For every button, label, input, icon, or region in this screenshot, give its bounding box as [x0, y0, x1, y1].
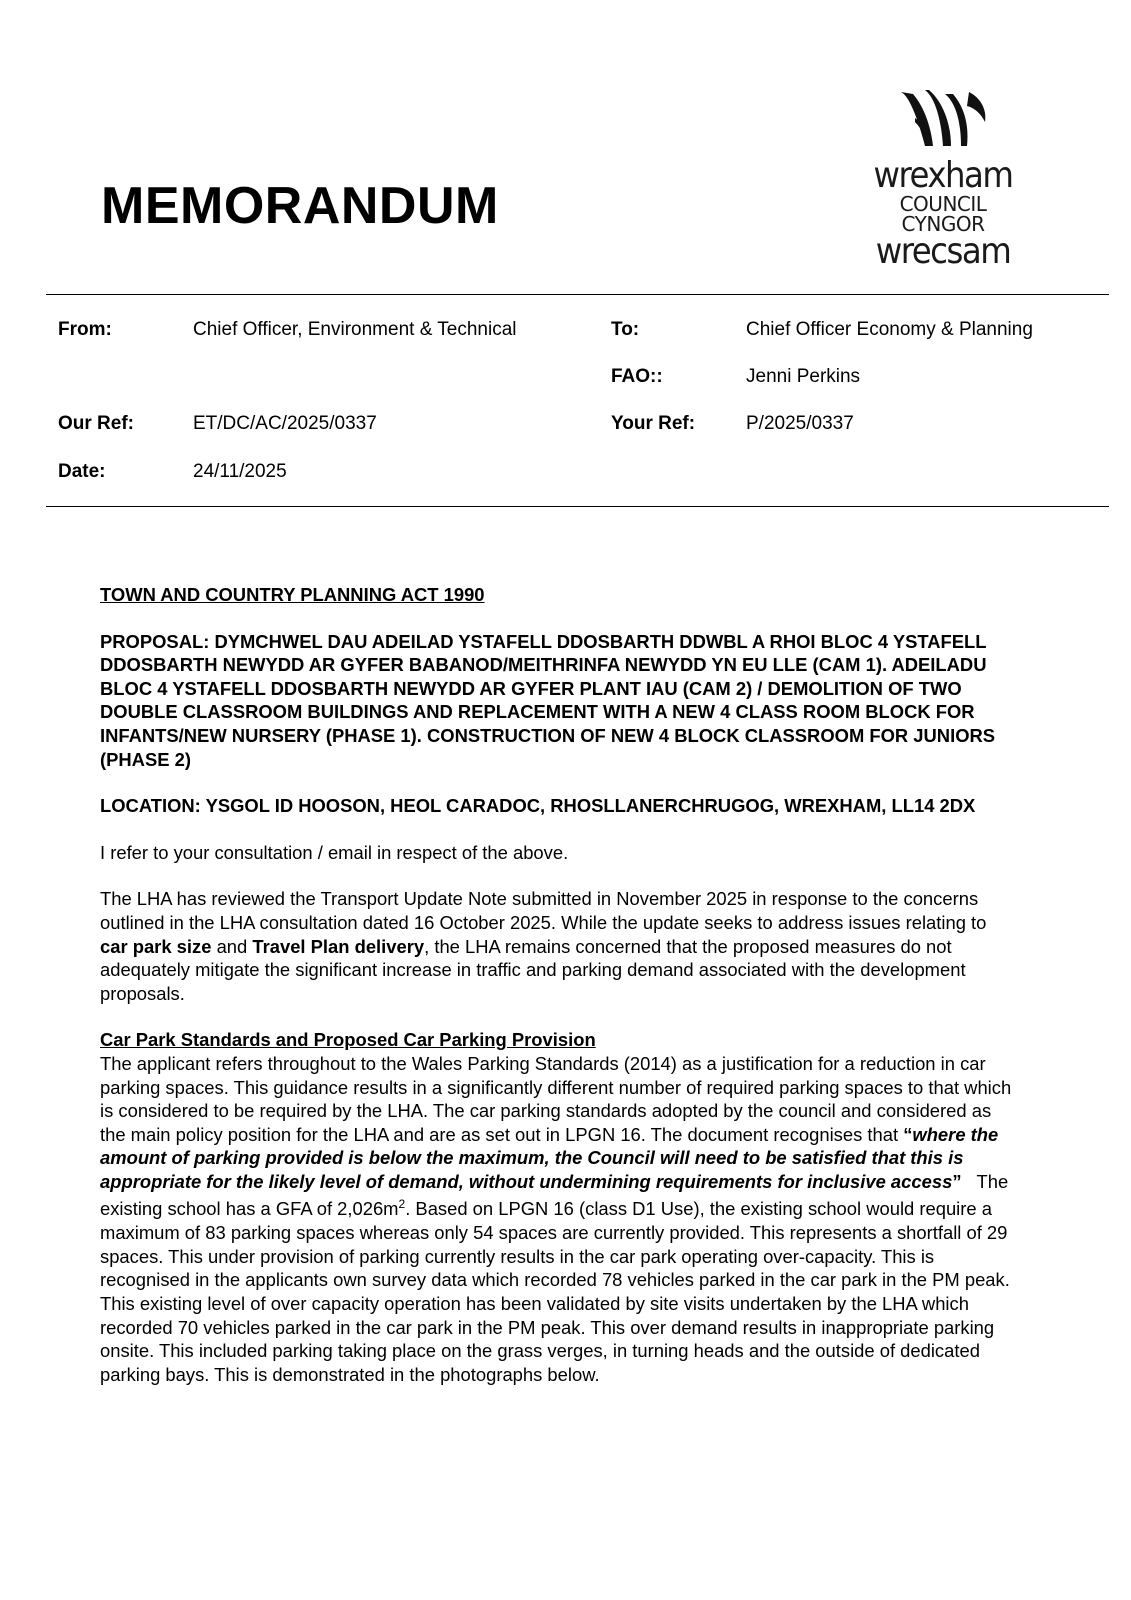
car-park-paragraph: [100, 1052, 1015, 1386]
your-ref-label: Your Ref:: [611, 413, 696, 434]
memo-body: [100, 583, 1015, 1386]
review-paragraph: [100, 887, 1015, 1005]
from-label: From:: [58, 319, 112, 340]
car-park-heading: Car Park Standards and Proposed Car Parking Provision: [100, 1029, 596, 1051]
council-logo-icon: [895, 88, 991, 158]
review-text-1: The LHA has reviewed the Transport Update Note submitted in November 2025 in response to the concerns outlined in the LHA consultation dated 16 October 2025. While the update seeks to address issues relating to: [100, 888, 987, 933]
date-value: 24/11/2025: [193, 461, 287, 482]
your-ref-value: P/2025/0337: [746, 413, 854, 434]
proposal-text: PROPOSAL: DYMCHWEL DAU ADEILAD YSTAFELL DDOSBARTH DDWBL A RHOI BLOC 4 YSTAFELL DDOSBARTH NEWYDD AR GYFER BABANOD/MEITHRINFA NEWYDD YN EU LLE (CAM 1). ADEILADU BLOC 4 YSTAFELL DDOSBARTH NEWYDD AR GYFER PLANT IAU (CAM 2) / DEMOLITION OF TWO DOUBLE CLASSROOM BUILDINGS AND REPLACEMENT WITH A NEW 4 CLASS ROOM BLOCK FOR INFANTS/NEW NURSERY (PHASE 1). CONSTRUCTION OF NEW 4 BLOCK CLASSROOM FOR JUNIORS (PHASE 2): [100, 630, 996, 770]
header-top-divider: [46, 294, 1109, 295]
car-park-text-3: . Based on LPGN 16 (class D1 Use), the existing school would require a maximum of 83 parking spaces whereas only 54 spaces are currently provided. This represents a shortfall of 29 spaces. This under provision of parking currently results in the car park operating over-capacity. This is recognised in the applicants own survey data which recorded 78 vehicles parked in the car park in the PM peak. This existing level of over capacity operation has been validated by site visits undertaken by the LHA which recorded 70 vehicles parked in the car park in the PM peak. This over demand results in inappropriate parking onsite. This included parking taking place on the grass verges, in turning heads and the outside of dedicated parking bays. This is demonstrated in the photographs below.: [100, 1198, 1010, 1385]
to-value: Chief Officer Economy & Planning: [746, 319, 1033, 340]
logo-text-council: COUNCIL: [899, 192, 987, 216]
review-bold-car-park-size: car park size: [100, 935, 212, 957]
header-bottom-divider: [46, 506, 1109, 507]
fao-label: FAO::: [611, 366, 663, 387]
from-value: Chief Officer, Environment & Technical: [193, 319, 517, 340]
car-park-superscript: 2: [398, 1197, 406, 1212]
car-park-quote-close: ”: [952, 1170, 962, 1192]
intro-paragraph: I refer to your consultation / email in respect of the above.: [100, 841, 569, 863]
logo-text-wrexham: wrexham: [873, 155, 1013, 196]
location-text: LOCATION: YSGOL ID HOOSON, HEOL CARADOC, RHOSLLANERCHRUGOG, WREXHAM, LL14 2DX: [100, 795, 976, 817]
act-heading: TOWN AND COUNTRY PLANNING ACT 1990: [100, 584, 485, 605]
review-bold-travel-plan: Travel Plan delivery: [252, 935, 425, 957]
car-park-quote-open: “: [903, 1123, 913, 1145]
to-label: To:: [611, 319, 640, 340]
date-label: Date:: [58, 461, 106, 482]
page-title: MEMORANDUM: [101, 177, 499, 235]
car-park-text-1: The applicant refers throughout to the Wales Parking Standards (2014) as a justification for a reduction in car parking spaces. This guidance results in a significantly different number of required parking spaces to that which is considered to be required by the LHA. The car parking standards adopted by the council and considered as the main policy position for the LHA and are as set out in LPGN 16. The document recognises that: [100, 1052, 1012, 1145]
review-text-2: and: [211, 935, 253, 957]
review-text-3: , the LHA remains concerned that the proposed measures do not adequately mitigate the significant increase in traffic and parking demand associated with the development proposals.: [100, 935, 966, 1004]
council-logo: [868, 88, 1018, 273]
fao-value: Jenni Perkins: [746, 366, 861, 387]
our-ref-value: ET/DC/AC/2025/0337: [193, 413, 377, 434]
car-park-text-2: The existing school has a GFA of 2,026m: [100, 1170, 1014, 1220]
our-ref-label: Our Ref:: [58, 413, 134, 434]
logo-text-cyngor: CYNGOR: [901, 212, 985, 236]
logo-text-wrecsam: wrecsam: [875, 231, 1011, 272]
car-park-quote: where the amount of parking provided is below the maximum, the Council will need to be satisfied that this is appropriate for the likely level of demand, without undermining requirements for inclusive access: [100, 1123, 999, 1192]
